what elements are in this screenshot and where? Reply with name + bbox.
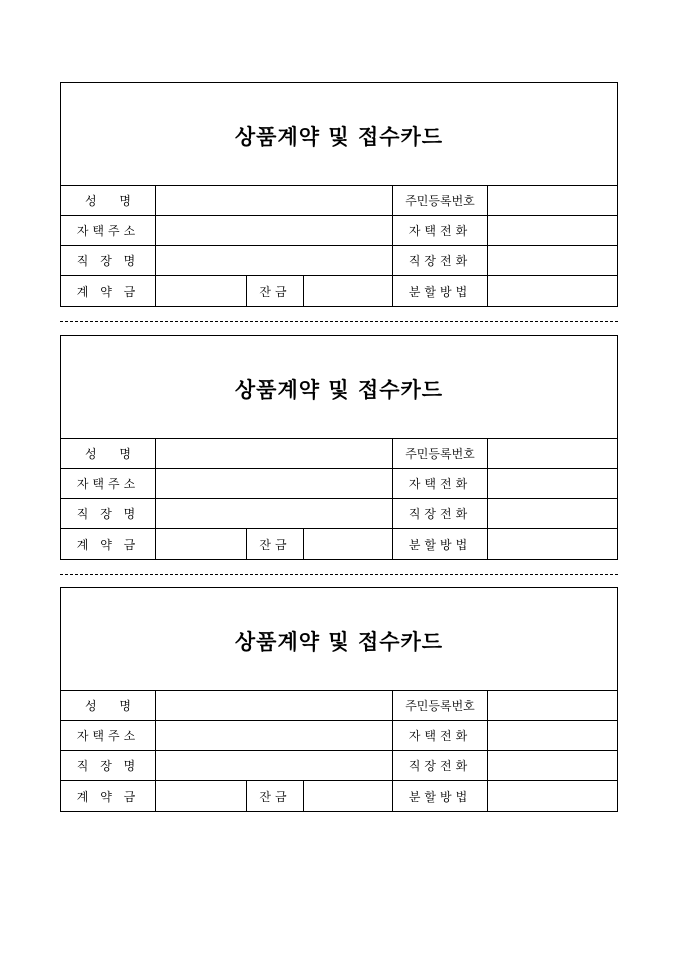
label-home-address: 자택주소 [76, 477, 140, 491]
label-workplace: 직 장 명 [76, 507, 140, 521]
field-home-address[interactable] [156, 721, 392, 750]
cut-line [60, 574, 618, 575]
label-balance: 잔금 [259, 537, 291, 552]
row-workplace [61, 245, 617, 275]
field-home-phone[interactable] [488, 469, 617, 498]
field-resident-number[interactable] [488, 439, 617, 468]
label-name: 성 명 [84, 699, 132, 713]
field-home-address[interactable] [156, 469, 392, 498]
label-balance: 잔금 [259, 789, 291, 804]
label-deposit: 계 약 금 [76, 537, 140, 552]
label-resident-number: 주민등록번호 [405, 699, 475, 713]
field-workplace[interactable] [156, 751, 392, 780]
contract-card-3 [60, 587, 618, 812]
field-balance[interactable] [304, 529, 392, 559]
field-balance[interactable] [304, 781, 392, 811]
row-workplace [61, 750, 617, 780]
label-installment-method: 분할방법 [408, 789, 472, 804]
row-name [61, 185, 617, 215]
label-installment-method: 분할방법 [408, 537, 472, 552]
row-home-address [61, 215, 617, 245]
row-home-address [61, 720, 617, 750]
row-deposit [61, 528, 617, 559]
field-name[interactable] [156, 691, 392, 720]
contract-card-1 [60, 82, 618, 307]
label-home-address: 자택주소 [76, 729, 140, 743]
field-workplace[interactable] [156, 499, 392, 528]
row-name [61, 690, 617, 720]
label-workplace: 직 장 명 [76, 254, 140, 268]
field-name[interactable] [156, 186, 392, 215]
card-title: 상품계약 및 접수카드 [234, 124, 444, 149]
label-resident-number: 주민등록번호 [405, 194, 475, 208]
row-workplace [61, 498, 617, 528]
label-home-phone: 자택전화 [408, 224, 472, 238]
label-workplace: 직 장 명 [76, 759, 140, 773]
label-deposit: 계 약 금 [76, 284, 140, 299]
field-home-phone[interactable] [488, 216, 617, 245]
field-resident-number[interactable] [488, 691, 617, 720]
label-work-phone: 직장전화 [408, 507, 472, 521]
field-installment-method[interactable] [488, 781, 617, 811]
field-deposit[interactable] [156, 529, 246, 559]
field-deposit[interactable] [156, 781, 246, 811]
field-home-phone[interactable] [488, 721, 617, 750]
row-name [61, 438, 617, 468]
contract-card-2 [60, 335, 618, 560]
field-work-phone[interactable] [488, 751, 617, 780]
card-title: 상품계약 및 접수카드 [234, 629, 444, 654]
label-balance: 잔금 [259, 284, 291, 299]
row-deposit [61, 275, 617, 306]
field-installment-method[interactable] [488, 529, 617, 559]
field-work-phone[interactable] [488, 499, 617, 528]
field-deposit[interactable] [156, 276, 246, 306]
field-work-phone[interactable] [488, 246, 617, 275]
label-home-phone: 자택전화 [408, 477, 472, 491]
row-deposit [61, 780, 617, 811]
field-home-address[interactable] [156, 216, 392, 245]
field-resident-number[interactable] [488, 186, 617, 215]
label-work-phone: 직장전화 [408, 254, 472, 268]
field-name[interactable] [156, 439, 392, 468]
label-deposit: 계 약 금 [76, 789, 140, 804]
label-name: 성 명 [84, 447, 132, 461]
label-installment-method: 분할방법 [408, 284, 472, 299]
card-title: 상품계약 및 접수카드 [234, 377, 444, 402]
label-name: 성 명 [84, 194, 132, 208]
field-balance[interactable] [304, 276, 392, 306]
label-home-phone: 자택전화 [408, 729, 472, 743]
row-home-address [61, 468, 617, 498]
field-workplace[interactable] [156, 246, 392, 275]
label-resident-number: 주민등록번호 [405, 447, 475, 461]
cut-line [60, 321, 618, 322]
label-home-address: 자택주소 [76, 224, 140, 238]
field-installment-method[interactable] [488, 276, 617, 306]
label-work-phone: 직장전화 [408, 759, 472, 773]
